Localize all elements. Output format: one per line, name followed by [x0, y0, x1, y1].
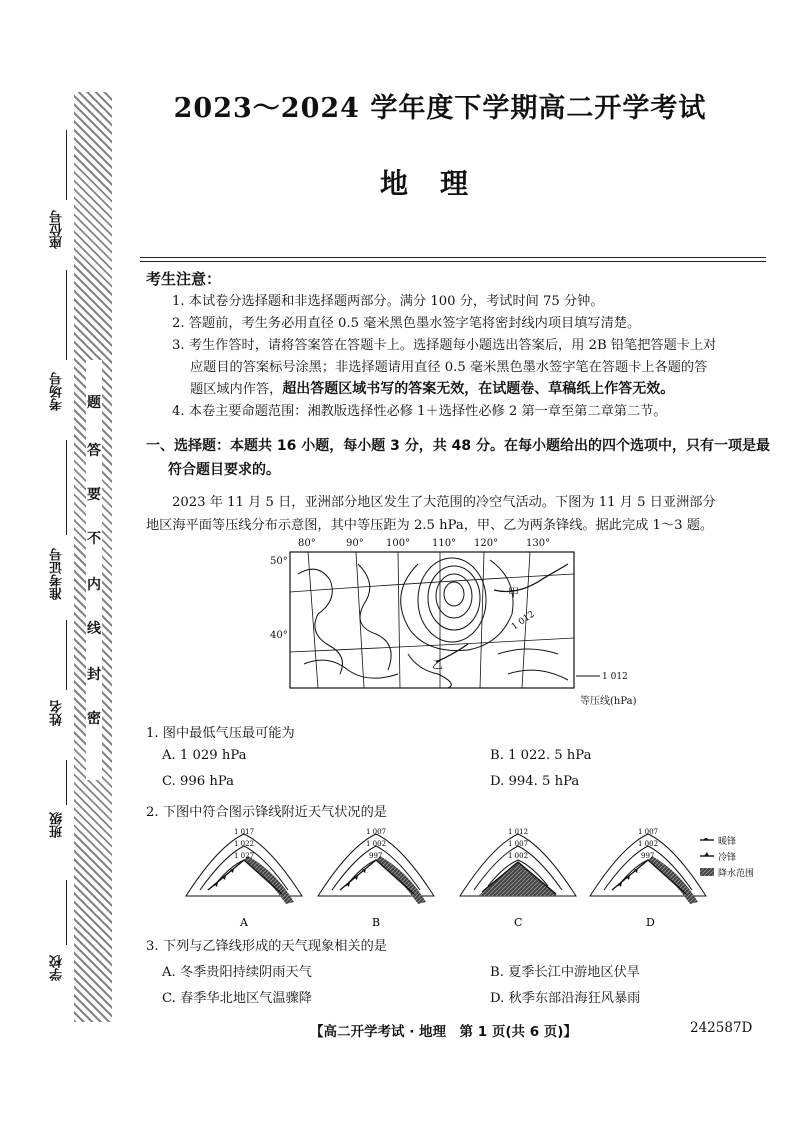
exam-room-line[interactable]: [66, 270, 67, 360]
subject-title: 地理: [379, 167, 500, 200]
q1-option-b[interactable]: B. 1 022. 5 hPa: [490, 748, 592, 763]
panel-label: A: [240, 916, 248, 929]
exam-title: 2023～2024 学年度下学期高二开学考试: [173, 93, 707, 124]
school-label: 学校: [50, 955, 65, 981]
q1-option-a[interactable]: A. 1 029 hPa: [162, 748, 247, 763]
panel-c[interactable]: [460, 828, 576, 929]
header-rule: [140, 257, 766, 258]
lon-label: 80°: [298, 538, 316, 549]
isobar-value: 1 012: [508, 828, 529, 836]
isobar-map: [268, 534, 660, 714]
isobar-value: 1 002: [508, 852, 529, 860]
legend-isobar-label: 等压线(hPa): [580, 696, 637, 707]
lon-label: 110°: [432, 538, 457, 549]
panel-label: D: [646, 916, 655, 929]
admission-number-label: 准考证号: [50, 548, 65, 600]
section-heading: 一、选择题：本题共 16 小题，每小题 3 分，共 48 分。在每小题给出的四个选项中，只有一项是最: [146, 438, 770, 454]
seal-char: 答: [87, 443, 101, 459]
notice-line: 4. 本卷主要命题范围：湘教版选择性必修 1＋选择性必修 2 第一章至第二章第二节。: [172, 404, 667, 419]
header-rule-thin: [140, 261, 766, 262]
front-diagrams: [178, 826, 778, 930]
document-code: 242587D: [690, 1020, 753, 1036]
isobar-value: 1 022: [234, 840, 255, 848]
q3-option-b[interactable]: B. 夏季长江中游地区伏旱: [490, 965, 640, 980]
q3-option-d[interactable]: D. 秋季东部沿海狂风暴雨: [490, 991, 641, 1006]
isobar-value: 997: [369, 852, 383, 860]
question-3-stem: 3. 下列与乙锋线形成的天气现象相关的是: [146, 939, 387, 954]
notice-line: [190, 378, 674, 398]
isobar-value: 1 002: [638, 840, 659, 848]
passage-line: 地区海平面等压线分布示意图，其中等压距为 2.5 hPa，甲、乙为两条锋线。据此完成 1～3 题。: [146, 518, 714, 533]
isobar-value: 1 027: [234, 852, 255, 860]
seal-char: 要: [87, 487, 101, 503]
isobar-value: 1 007: [508, 840, 529, 848]
seat-number-label: 座位号: [50, 210, 65, 249]
seal-char: 不: [87, 531, 101, 547]
legend-cold-front: 冷锋: [718, 853, 737, 863]
panel-a[interactable]: [186, 828, 302, 929]
notice-line: 1. 本试卷分选择题和非选择题两部分。满分 100 分，考试时间 75 分钟。: [172, 294, 604, 309]
lat-label: 40°: [270, 630, 288, 641]
class-line[interactable]: [66, 760, 67, 805]
class-label: 班级: [50, 812, 65, 838]
front-label-jia: 甲: [508, 586, 519, 599]
lon-label: 130°: [526, 538, 551, 549]
q1-option-c[interactable]: C. 996 hPa: [162, 774, 235, 789]
page-footer: 【高二开学考试 · 地理 第 1 页(共 6 页)】: [310, 1024, 577, 1040]
seal-char: 线: [87, 621, 101, 637]
isobar-value: 1 007: [366, 828, 387, 836]
name-label: 姓名: [50, 700, 65, 726]
exam-room-label: 考场号: [50, 372, 65, 411]
legend-precipitation: 降水范围: [718, 869, 755, 879]
lon-label: 120°: [474, 538, 499, 549]
school-line[interactable]: [66, 880, 67, 945]
seal-char: 题: [87, 395, 101, 411]
isobar-value: 1 012: [509, 609, 537, 633]
panel-label: C: [514, 916, 523, 929]
question-2-stem: 2. 下图中符合图示锋线附近天气状况的是: [146, 805, 387, 820]
isobar-value: 1 007: [638, 828, 659, 836]
legend-isobar-value: 1 012: [602, 672, 628, 682]
isobar-value: 1 002: [366, 840, 387, 848]
panel-d[interactable]: [590, 828, 706, 929]
notice-text: 题区域内作答，: [190, 382, 283, 397]
seat-number-line[interactable]: [66, 130, 67, 200]
notice-line: 2. 答题前，考生务必用直径 0.5 毫米黑色墨水签字笔将密封线内项目填写清楚。: [172, 316, 641, 331]
isobar-value: 1 017: [234, 828, 255, 836]
notice-line: 3. 考生作答时，请将答案答在答题卡上。选择题每小题选出答案后，用 2B 铅笔把答题卡上对: [172, 338, 717, 353]
panel-b[interactable]: [318, 828, 434, 929]
seal-char: 内: [87, 577, 101, 593]
seal-char: 密: [87, 711, 101, 727]
name-line[interactable]: [66, 620, 67, 690]
isobar-value: 997: [641, 852, 655, 860]
notice-heading: 考生注意：: [146, 270, 222, 288]
notice-line: 应题目的答案标号涂黑；非选择题请用直径 0.5 毫米黑色墨水签字笔在答题卡上各题的答: [190, 360, 708, 375]
front-legend: [700, 835, 754, 879]
panel-label: B: [372, 916, 381, 929]
q3-option-c[interactable]: C. 春季华北地区气温骤降: [162, 991, 312, 1006]
admission-number-line[interactable]: [66, 440, 67, 535]
section-heading-cont: 符合题目要求的。: [168, 462, 280, 478]
front-lines: [436, 564, 568, 662]
notice-bold-warning: 超出答题区域书写的答案无效，在试题卷、草稿纸上作答无效。: [282, 381, 675, 397]
legend-warm-front: 暖锋: [718, 837, 737, 847]
passage-line: 2023 年 11 月 5 日，亚洲部分地区发生了大范围的冷空气活动。下图为 11 月 5 日亚洲部分: [172, 495, 716, 510]
front-label-yi: 乙: [432, 658, 443, 671]
lat-label: 50°: [270, 556, 288, 567]
question-1-stem: 1. 图中最低气压最可能为: [146, 726, 295, 741]
seal-char: 封: [87, 667, 101, 683]
q3-option-a[interactable]: A. 冬季贵阳持续阴雨天气: [162, 965, 312, 980]
lon-label: 100°: [386, 538, 411, 549]
q1-option-d[interactable]: D. 994. 5 hPa: [490, 774, 580, 789]
lon-label: 90°: [346, 538, 364, 549]
